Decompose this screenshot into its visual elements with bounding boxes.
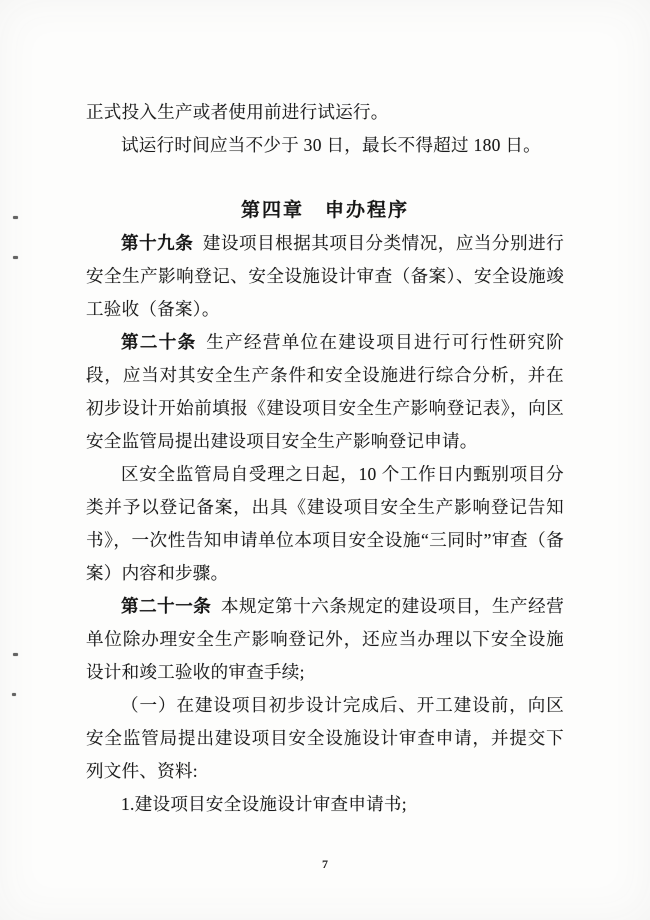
article-19 — [86, 227, 564, 326]
article-21 — [86, 590, 564, 689]
scan-artifact-speck — [13, 216, 18, 219]
article-21-number: 第二十一条 — [121, 596, 212, 616]
article-20 — [86, 326, 564, 458]
article-19-number: 第十九条 — [121, 233, 194, 253]
scan-artifact-speck — [13, 653, 18, 656]
page-number: 7 — [322, 857, 328, 871]
paragraph-continuation: 正式投入生产或者使用前进行试运行。 — [86, 102, 389, 122]
paragraph-trial-run-duration: 试运行时间应当不少于 30 日，最长不得超过 180 日。 — [121, 135, 541, 155]
scan-artifact-speck — [12, 693, 16, 696]
article-20-text: 生产经营单位在建设项目进行可行性研究阶段，应当对其安全生产条件和安全设施进行综合分析，并在初步设计开始前填报《建设项目安全生产影响登记表》，向区安全监管局提出建设项目安全生产影响登记申请。 — [86, 332, 564, 451]
page-body-text — [86, 96, 564, 821]
article-21-subitem-1-text: 1.建设项目安全设施设计审查申请书; — [121, 794, 407, 814]
article-21-item-1-text: （一）在建设项目初步设计完成后、开工建设前，向区安全监管局提出建设项目安全设施设计审查申请，并提交下列文件、资料: — [86, 695, 564, 781]
article-20-number: 第二十条 — [121, 332, 197, 352]
article-21-item-1 — [86, 689, 564, 788]
article-19-text: 建设项目根据其项目分类情况，应当分别进行安全生产影响登记、安全设施设计审查（备案）、安全设施竣工验收（备案）。 — [86, 233, 565, 319]
article-21-subitem-1 — [86, 788, 564, 821]
chapter-heading: 第四章 申办程序 — [240, 200, 409, 221]
article-21-text: 本规定第十六条规定的建设项目，生产经营单位除办理安全生产影响登记外，还应当办理以下安全设施设计和竣工验收的审查手续; — [86, 596, 564, 682]
article-20-paragraph-2-text: 区安全监管局自受理之日起，10 个工作日内甄别项目分类并予以登记备案，出具《建设项目安全生产影响登记告知书》，一次性告知申请单位本项目安全设施“三同时”审查（备案）内容和步骤。 — [86, 464, 564, 583]
article-20-paragraph-2 — [86, 458, 564, 590]
scan-artifact-speck — [13, 256, 18, 259]
